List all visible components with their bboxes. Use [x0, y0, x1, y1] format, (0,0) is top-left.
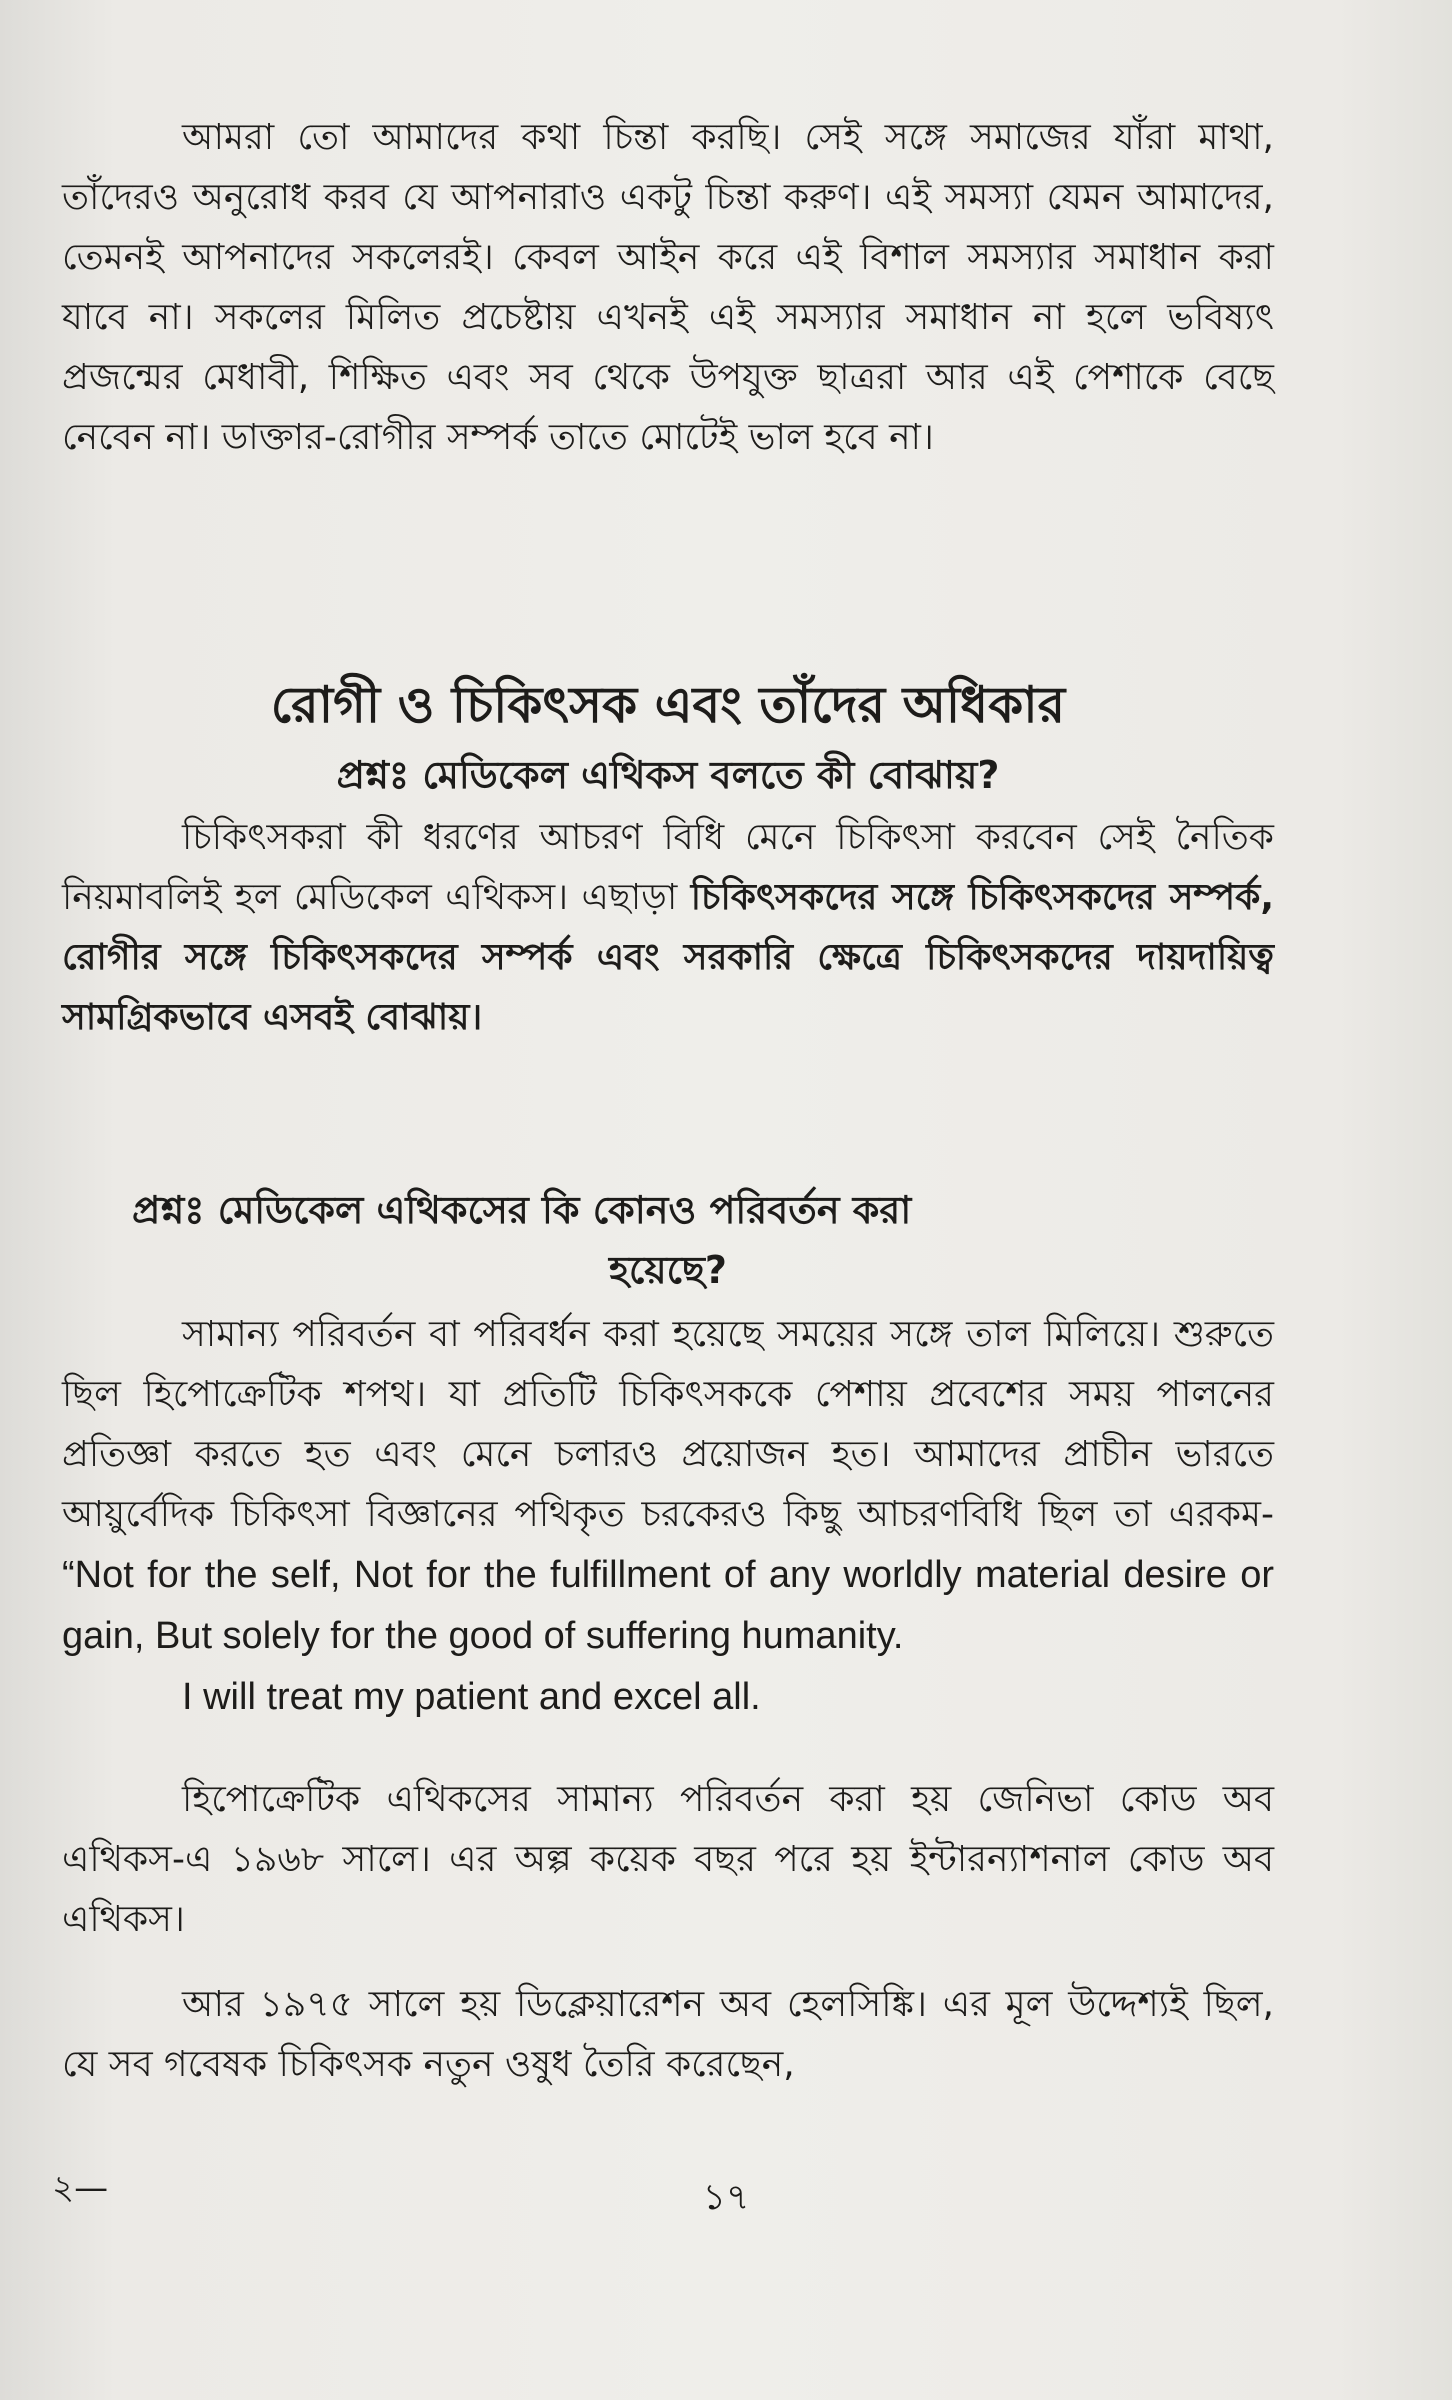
paragraph-text: হিপোক্রেটিক এথিকসের সামান্য পরিবর্তন করা হয় জেনিভা কোড অব এথিকস-এ ১৯৬৮ সালে। এর অল্প কয়েক বছর পরে হয় ইন্টারন্যাশনাল কোড অব এথিকস।: [62, 1779, 1274, 1940]
question-1: প্রশ্নঃ মেডিকেল এথিকস বলতে কী বোঝায়?: [336, 753, 1000, 797]
answer-2-english-quote: “Not for the self, Not for the fulfillment of any worldly material desire or gain, But solely for the good of suffering humanity.: [62, 1554, 1274, 1657]
paragraph-intro: [62, 108, 1274, 468]
paragraph-helsinki: [62, 1975, 1274, 2095]
question-2-line-2: হয়েছে?: [609, 1248, 727, 1292]
answer-1-bold-text: চিকিৎসকদের সঙ্গে চিকিৎসকদের সম্পর্ক, রোগীর সঙ্গে চিকিৎসকদের সম্পর্ক এবং সরকারি ক্ষেত্রে চিকিৎসকদের দায়দায়িত্ব সামগ্রিকভাবে এসবই বোঝায়।: [62, 877, 1274, 1038]
answer-2-bengali-text: সামান্য পরিবর্তন বা পরিবর্ধন করা হয়েছে সময়ের সঙ্গে তাল মিলিয়ে। শুরুতে ছিল হিপোক্রেটিক শপথ। যা প্রতিটি চিকিৎসককে পেশায় প্রবেশের সময় পালনের প্রতিজ্ঞা করতে হত এবং মেনে চলারও প্রয়োজন হত। আমাদের প্রাচীন ভারতে আয়ুর্বেদিক চিকিৎসা বিজ্ঞানের পথিকৃত চরকেরও কিছু আচরণবিধি ছিল তা এরকম-: [62, 1314, 1274, 1535]
answer-1: [62, 808, 1274, 1048]
paragraph-text: আমরা তো আমাদের কথা চিন্তা করছি। সেই সঙ্গে সমাজের যাঁরা মাথা, তাঁদেরও অনুরোধ করব যে আপনারাও একটু চিন্তা করুণ। এই সমস্যা যেমন আমাদের, তেমনই আপনাদের সকলেরই। কেবল আইন করে এই বিশাল সমস্যার সমাধান করা যাবে না। সকলের মিলিত প্রচেষ্টায় এখনই এই সমস্যার সমাধান না হলে ভবিষ্যৎ প্রজন্মের মেধাবী, শিক্ষিত এবং সব থেকে উপযুক্ত ছাত্ররা আর এই পেশাকে বেছে নেবেন না। ডাক্তার-রোগীর সম্পর্ক তাতে মোটেই ভাল হবে না।: [62, 117, 1274, 458]
paragraph-text: আর ১৯৭৫ সালে হয় ডিক্লেয়ারেশন অব হেলসিঙ্কি। এর মূল উদ্দেশ্যই ছিল, যে সব গবেষক চিকিৎসক নতুন ওষুধ তৈরি করেছেন,: [62, 1984, 1274, 2085]
paragraph-geneva: [62, 1770, 1274, 1950]
answer-1-text: চিকিৎসকরা কী ধরণের আচরণ বিধি মেনে চিকিৎসা করবেন সেই নৈতিক নিয়মাবলিই হল মেডিকেল এথিকস। এছাড়া: [62, 817, 1274, 918]
section-heading: রোগী ও চিকিৎসক এবং তাঁদের অধিকার: [270, 676, 1066, 734]
question-2-line-1: প্রশ্নঃ মেডিকেল এথিকসের কি কোনও পরিবর্তন করা: [132, 1188, 912, 1232]
signature-mark: ২—: [52, 2168, 109, 2208]
answer-2: [62, 1305, 1274, 1727]
page-number: ১৭: [702, 2177, 750, 2218]
answer-2-english-quote-line-2: I will treat my patient and excel all.: [182, 1676, 761, 1718]
